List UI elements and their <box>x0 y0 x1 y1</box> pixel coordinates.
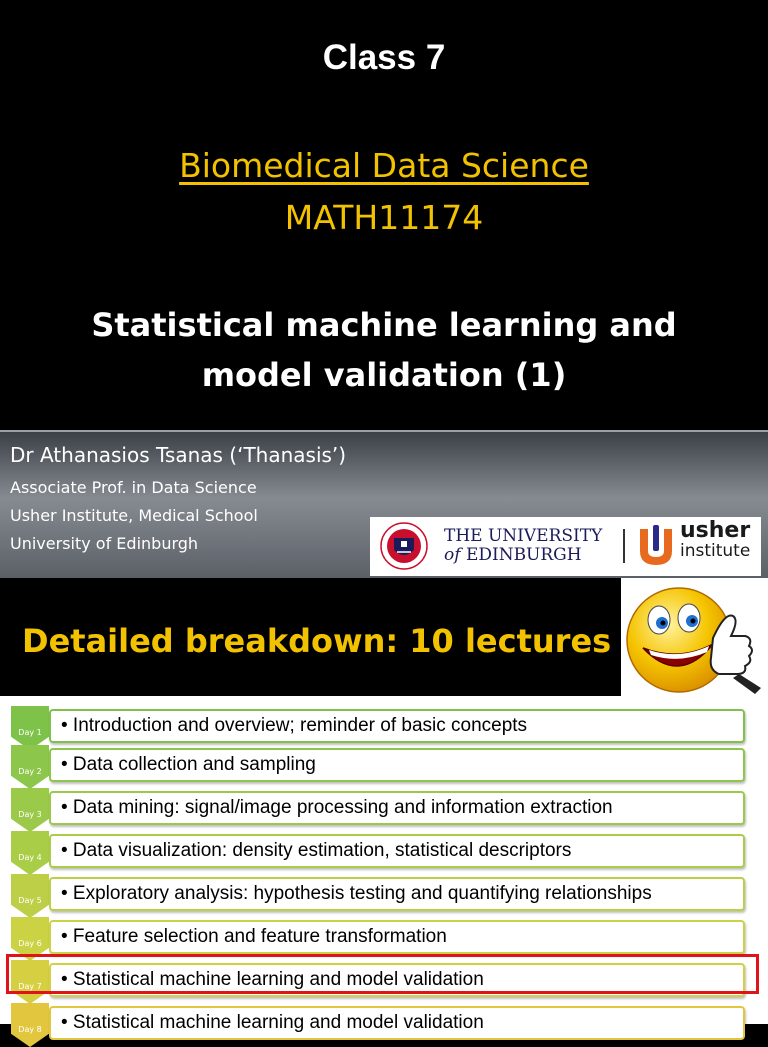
day-topic: • Introduction and overview; reminder of basic concepts <box>61 715 528 736</box>
day-topic: • Statistical machine learning and model validation <box>61 1012 484 1033</box>
day-label: Day 5 <box>18 896 42 905</box>
day-topic: • Statistical machine learning and model validation <box>61 969 484 990</box>
day-topic-box <box>49 709 745 743</box>
uoe-line-1: THE UNIVERSITY <box>444 526 603 546</box>
day-topic: • Data collection and sampling <box>61 754 316 775</box>
day-topic-box <box>49 791 745 825</box>
author-role: Associate Prof. in Data Science <box>10 478 257 497</box>
schedule-row <box>0 917 768 959</box>
schedule-row <box>0 706 768 748</box>
logo-banner <box>370 517 761 576</box>
schedule-row <box>0 788 768 830</box>
topic-line-1: Statistical machine learning and <box>91 306 677 344</box>
day-topic: • Data visualization: density estimation, statistical descriptors <box>61 840 572 861</box>
day-label: Day 4 <box>18 853 42 862</box>
day-topic: • Exploratory analysis: hypothesis testing and quantifying relationships <box>61 883 652 904</box>
day-topic: • Feature selection and feature transformation <box>61 926 447 947</box>
schedule-row <box>0 745 768 787</box>
course-code: MATH11174 <box>284 198 484 237</box>
current-lecture-highlight <box>6 954 759 994</box>
day-topic-box <box>49 877 745 911</box>
title-slide <box>0 0 768 430</box>
schedule-row <box>0 1003 768 1045</box>
author-band <box>0 430 768 580</box>
day-topic: • Data mining: signal/image processing and information extraction <box>61 797 613 818</box>
usher-line-1: usher <box>680 518 751 543</box>
schedule-row <box>0 831 768 873</box>
day-topic-box <box>49 1006 745 1040</box>
uoe-edinburgh: EDINBURGH <box>465 545 582 565</box>
day-label: Day 3 <box>18 810 42 819</box>
breakdown-title: Detailed breakdown: 10 lectures <box>22 622 612 660</box>
schedule-row <box>0 874 768 916</box>
uoe-line-2 <box>444 546 602 565</box>
author-department: Usher Institute, Medical School <box>10 506 258 525</box>
usher-logo-icon <box>636 523 676 569</box>
day-topic-box <box>49 748 745 782</box>
logo-divider <box>623 529 625 563</box>
day-label: Day 7 <box>18 982 42 991</box>
smiley-thumbs-up-icon <box>621 578 768 696</box>
uoe-of: of <box>444 545 461 565</box>
author-name: Dr Athanasios Tsanas (‘Thanasis’) <box>10 443 347 467</box>
usher-wordmark <box>680 518 751 561</box>
day-label: Day 1 <box>18 728 42 737</box>
breakdown-band <box>0 578 768 696</box>
day-label: Day 6 <box>18 939 42 948</box>
uoe-wordmark <box>444 527 602 565</box>
edinburgh-crest-icon <box>380 522 428 570</box>
usher-line-2: institute <box>680 541 751 561</box>
lecture-timeline <box>0 696 768 1034</box>
lecture-topic <box>60 300 708 400</box>
day-label: Day 2 <box>18 767 42 776</box>
author-university: University of Edinburgh <box>10 534 199 553</box>
day-label: Day 8 <box>18 1025 42 1034</box>
course-name: Biomedical Data Science <box>179 146 589 185</box>
smiley-image <box>621 578 768 696</box>
topic-line-2: model validation (1) <box>201 356 567 394</box>
day-topic-box <box>49 834 745 868</box>
class-title: Class 7 <box>322 38 446 77</box>
day-topic-box <box>49 920 745 954</box>
